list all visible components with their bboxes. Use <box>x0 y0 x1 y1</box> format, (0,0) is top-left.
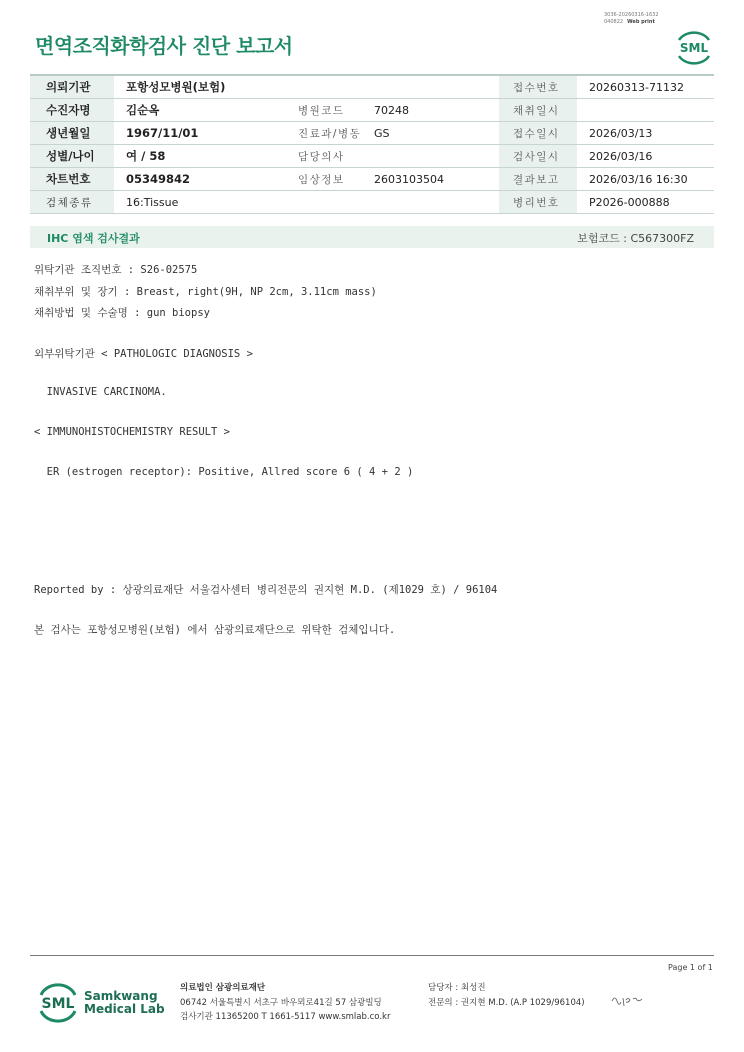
section-header <box>30 226 714 248</box>
signature-icon <box>610 992 646 1010</box>
info-row <box>30 191 714 214</box>
label-empty <box>282 191 362 214</box>
footer-staff <box>428 981 585 1010</box>
label-department: 진료과/병동 <box>282 122 362 145</box>
label-specimen-type: 검체종류 <box>30 191 114 214</box>
value-collection-date <box>577 99 714 122</box>
info-row <box>30 99 714 122</box>
value-sex-age: 여 / 58 <box>114 145 282 168</box>
label-chart-no: 차트번호 <box>30 168 114 191</box>
print-code-line2: 040822 <box>604 19 624 25</box>
web-print-label: Web print <box>627 19 655 25</box>
info-row <box>30 122 714 145</box>
info-row <box>30 75 714 99</box>
body-line-diagnosis: INVASIVE CARCINOMA. <box>34 386 167 398</box>
value-birth-date: 1967/11/01 <box>114 122 282 145</box>
info-row <box>30 168 714 191</box>
page-number: Page 1 of 1 <box>668 963 713 972</box>
value-pathology-no: P2026-000888 <box>577 191 714 214</box>
value-test-date: 2026/03/16 <box>577 145 714 168</box>
label-test-date: 검사일시 <box>499 145 577 168</box>
label-received-date: 접수일시 <box>499 122 577 145</box>
sml-logo <box>673 27 715 67</box>
value-received-date: 2026/03/13 <box>577 122 714 145</box>
org-address: 06742 서울특별시 서초구 바우뫼로41길 57 삼광빌딩 <box>180 997 382 1008</box>
body-line-method: 채취방법 및 수술명 : gun biopsy <box>34 307 210 319</box>
label-requesting-org: 의뢰기관 <box>30 75 114 99</box>
print-code-line1: 3036-20260316-1632 <box>604 12 659 18</box>
sml-footer-logo <box>36 980 80 1024</box>
report-title: 면역조직화학검사 진단 보고서 <box>35 34 293 58</box>
value-accession-no: 20260313-71132 <box>577 75 714 99</box>
lab-name-line2: Medical Lab <box>84 1002 165 1016</box>
label-physician: 담당의사 <box>282 145 362 168</box>
footer-divider <box>30 955 714 956</box>
sml-footer-logo-text: SML <box>41 996 75 1012</box>
label-result-report: 결과보고 <box>499 168 577 191</box>
body-line-site: 채취부위 및 장기 : Breast, right(9H, NP 2cm, 3.11cm mass) <box>34 286 377 298</box>
manager: 담당자 : 최성진 <box>428 983 486 993</box>
label-empty <box>282 75 362 99</box>
specialist: 전문의 : 권지현 M.D. (A.P 1029/96104) <box>428 997 585 1008</box>
label-sex-age: 성별/나이 <box>30 145 114 168</box>
info-row <box>30 145 714 168</box>
body-line-ihc-result: ER (estrogen receptor): Positive, Allred score 6 ( 4 + 2 ) <box>34 466 414 478</box>
label-hospital-code: 병원코드 <box>282 99 362 122</box>
value-hospital-code: 70248 <box>362 99 499 122</box>
label-patient-name: 수진자명 <box>30 99 114 122</box>
org-name: 의료법인 삼광의료재단 <box>180 983 266 993</box>
lab-name-line1: Samkwang <box>84 989 158 1003</box>
sml-logo-text: SML <box>679 41 709 55</box>
value-patient-name: 김순옥 <box>114 99 282 122</box>
value-empty <box>362 191 499 214</box>
body-line-tissue-no: 위탁기관 조직번호 : S26-02575 <box>34 264 198 276</box>
label-birth-date: 생년월일 <box>30 122 114 145</box>
value-specimen-type: 16:Tissue <box>114 191 282 214</box>
body-line-ihc-header: < IMMUNOHISTOCHEMISTRY RESULT > <box>34 426 230 438</box>
value-department: GS <box>362 122 499 145</box>
body-line-referral-note: 본 검사는 포항성모병원(보험) 에서 삼광의료재단으로 위탁한 검체입니다. <box>34 624 396 636</box>
section-title: IHC 염색 검사결과 <box>47 232 140 245</box>
insurance-code: 보험코드 : C567300FZ <box>577 232 694 245</box>
org-contact: 검사기관 11365200 T 1661-5117 www.smlab.co.kr <box>180 1012 391 1022</box>
label-collection-date: 채취일시 <box>499 99 577 122</box>
footer-address <box>180 981 390 1025</box>
value-physician <box>362 145 499 168</box>
print-code <box>604 12 714 26</box>
value-clinical-info: 2603103504 <box>362 168 499 191</box>
value-result-report: 2026/03/16 16:30 <box>577 168 714 191</box>
body-line-diagnosis-header: 외부위탁기관 < PATHOLOGIC DIAGNOSIS > <box>34 348 253 360</box>
label-clinical-info: 임상정보 <box>282 168 362 191</box>
body-line-reported-by: Reported by : 상광의료재단 서울검사센터 병리전문의 권지현 M.D. (제1029 호) / 96104 <box>34 584 498 596</box>
label-pathology-no: 병리번호 <box>499 191 577 214</box>
value-empty <box>362 75 499 99</box>
label-accession-no: 접수번호 <box>499 75 577 99</box>
value-requesting-org: 포항성모병원(보험) <box>114 75 282 99</box>
patient-info-table <box>30 74 714 214</box>
lab-name <box>84 990 165 1016</box>
value-chart-no: 05349842 <box>114 168 282 191</box>
